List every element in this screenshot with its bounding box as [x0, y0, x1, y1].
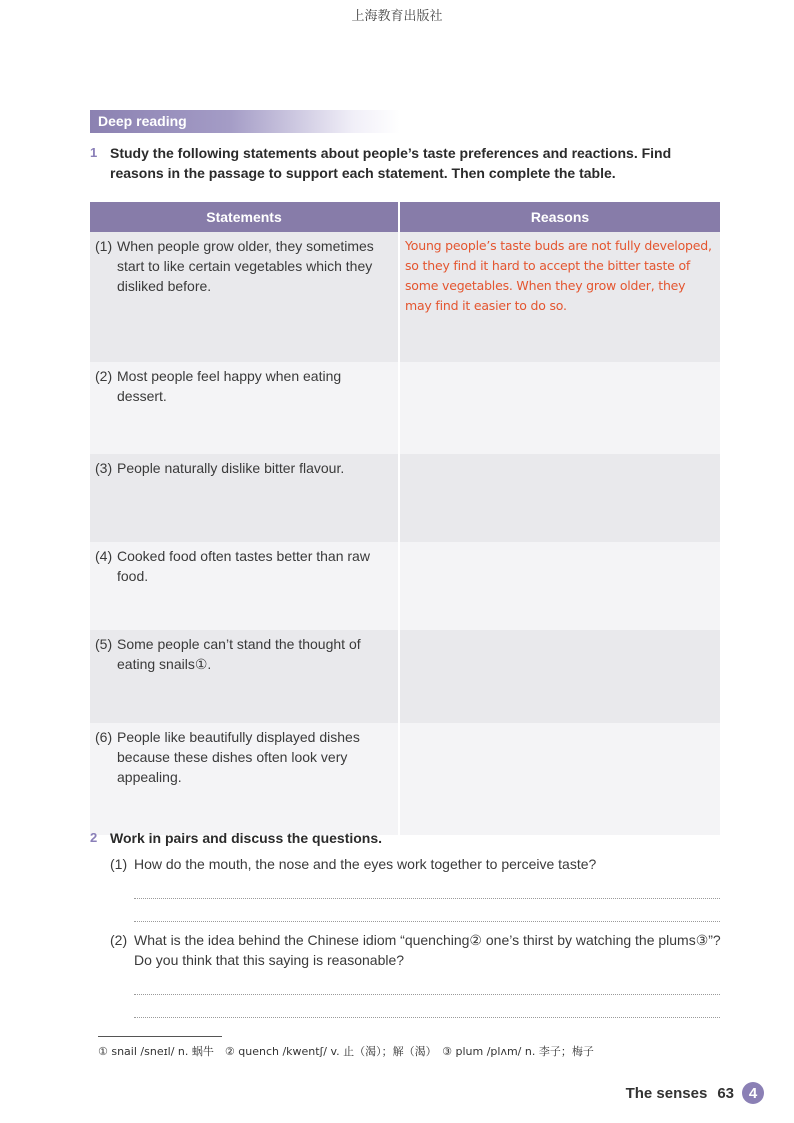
- statement-text: People naturally dislike bitter flavour.: [117, 460, 345, 476]
- reasons-header: Reasons: [399, 202, 720, 232]
- statement-cell: [90, 630, 399, 723]
- statement-number: (4): [95, 548, 113, 564]
- answer-line[interactable]: [134, 974, 720, 995]
- answer-line[interactable]: [134, 901, 720, 922]
- table-row: [90, 723, 720, 835]
- table-row: [90, 232, 720, 362]
- sub-question-text: What is the idea behind the Chinese idiom “quenching② one’s thirst by watching the plums③”? Do you think that this saying is reasonable?: [134, 932, 721, 968]
- reason-cell[interactable]: [399, 723, 720, 835]
- section-header: [90, 110, 400, 133]
- reason-cell[interactable]: [399, 630, 720, 723]
- statement-text: People like beautifully displayed dishes because these dishes often look very appealing.: [117, 729, 360, 785]
- sub-question-2: [110, 930, 730, 970]
- statement-cell: [90, 542, 399, 630]
- table-header-row: [90, 202, 720, 232]
- statement-cell: [90, 232, 399, 362]
- statement-number: (6): [95, 729, 113, 745]
- table-row: [90, 454, 720, 542]
- statement-text: Cooked food often tastes better than raw food.: [117, 548, 370, 584]
- statement-number: (3): [95, 460, 113, 476]
- reason-answer: Young people’s taste buds are not fully developed, so they find it hard to accept the bitter taste of some vegetables. When they grow older, they may find it easier to do so.: [405, 238, 712, 313]
- answer-line[interactable]: [134, 878, 720, 899]
- question-1: [90, 143, 720, 183]
- footnote: ① snail /sneɪl/ n. 蜗牛 ② quench /kwentʃ/ v. 止（渴）；解（渴） ③ plum /plʌm/ n. 李子；梅子: [98, 1045, 594, 1058]
- statements-table: [90, 202, 720, 835]
- publisher-header: 上海教育出版社: [351, 9, 443, 24]
- question-text: Study the following statements about people’s taste preferences and reactions. Find reasons in the passage to support each statement. Then complete the table.: [110, 145, 672, 181]
- sub-question-number: (1): [110, 856, 128, 872]
- question-2: [90, 828, 730, 1018]
- reason-cell[interactable]: [399, 454, 720, 542]
- sub-question-1: [110, 854, 730, 874]
- table-row: [90, 542, 720, 630]
- statement-number: (5): [95, 636, 113, 652]
- footer-title: The senses: [625, 1084, 708, 1102]
- statement-cell: [90, 362, 399, 454]
- question-text: Work in pairs and discuss the questions.: [110, 830, 383, 846]
- statements-header: Statements: [90, 202, 399, 232]
- table-row: [90, 362, 720, 454]
- reason-cell[interactable]: [399, 362, 720, 454]
- answer-line[interactable]: [134, 997, 720, 1018]
- reason-cell[interactable]: [399, 542, 720, 630]
- table-row: [90, 630, 720, 723]
- question-number: 1: [90, 145, 98, 160]
- sub-question-number: (2): [110, 932, 128, 948]
- statement-cell: [90, 723, 399, 835]
- statement-text: When people grow older, they sometimes start to like certain vegetables which they disliked before.: [117, 238, 374, 294]
- question-number: 2: [90, 830, 98, 845]
- page-number: 63: [717, 1084, 734, 1102]
- unit-badge: 4: [742, 1082, 764, 1104]
- reason-cell[interactable]: [399, 232, 720, 362]
- section-title: Deep reading: [98, 113, 187, 129]
- statement-text: Some people can’t stand the thought of eating snails①.: [117, 636, 361, 672]
- statement-text: Most people feel happy when eating dessert.: [117, 368, 342, 404]
- sub-question-text: How do the mouth, the nose and the eyes work together to perceive taste?: [134, 856, 597, 872]
- statement-number: (1): [95, 238, 113, 254]
- footnote-divider: [98, 1036, 222, 1037]
- statement-number: (2): [95, 368, 113, 384]
- page-footer: [626, 1082, 764, 1104]
- statement-cell: [90, 454, 399, 542]
